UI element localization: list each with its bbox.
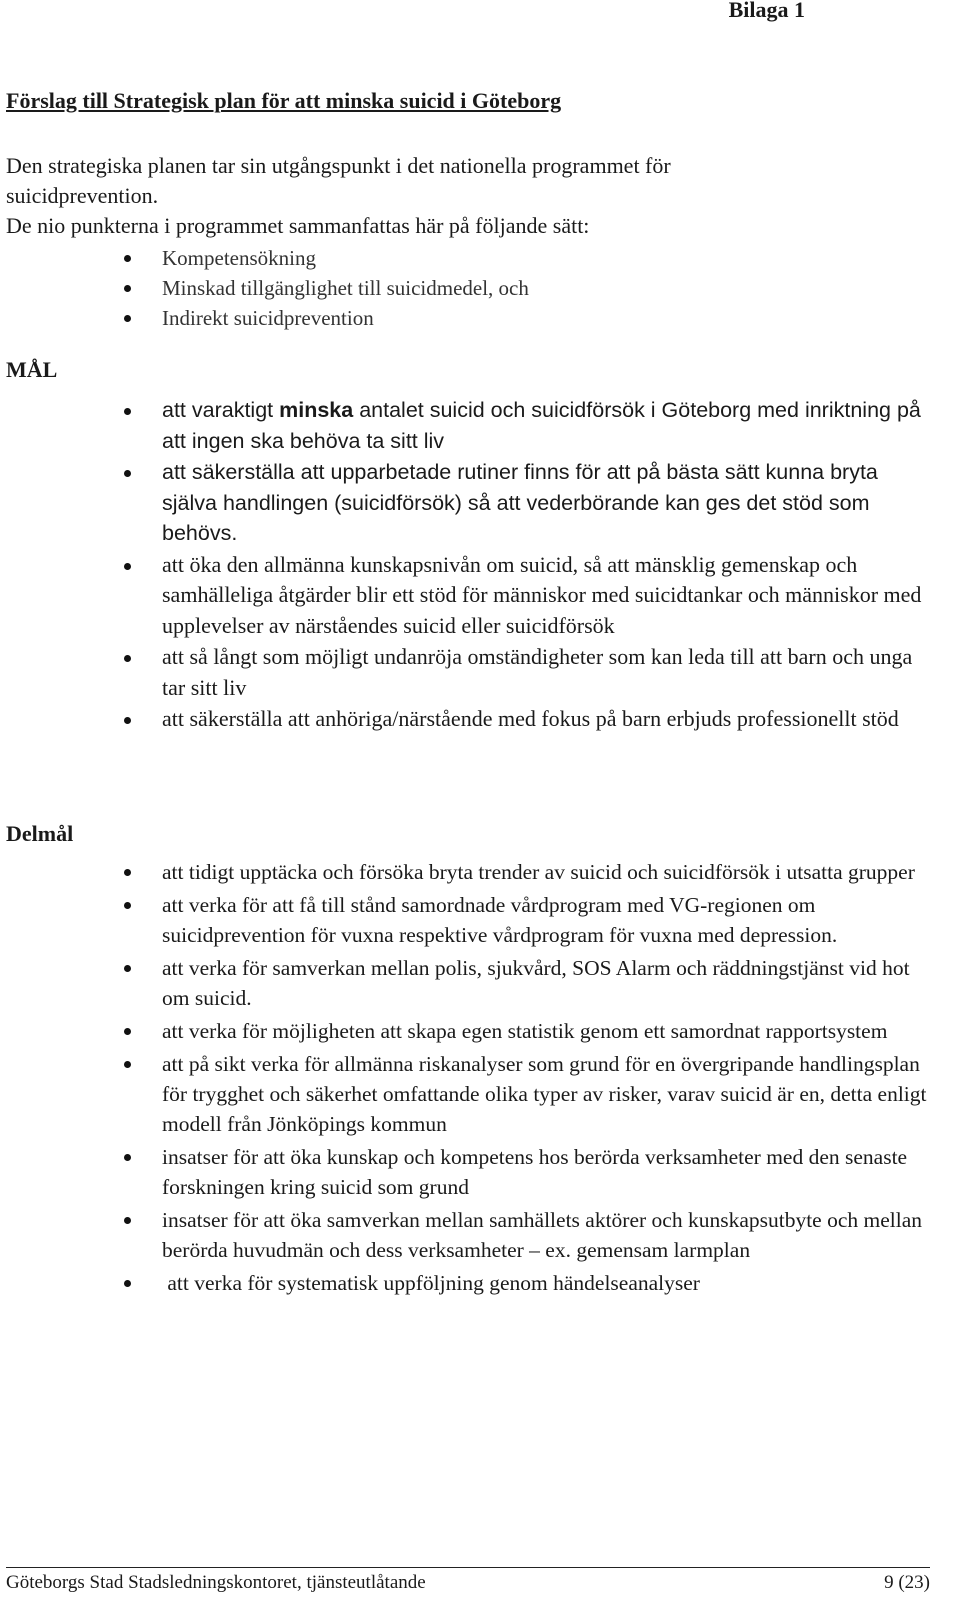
intro-line: suicidprevention. <box>6 183 159 208</box>
list-item <box>124 303 529 333</box>
bullet-icon <box>124 1280 131 1287</box>
bullet-icon <box>124 1154 131 1161</box>
list-item-text: att varaktigt <box>162 398 280 422</box>
list-item-text: insatser för att öka samverkan mellan samhällets aktörer och kunskapsutbyte och mellan berörda huvudmän och dess verksamheter – ex. gemensam larmplan <box>162 1208 923 1262</box>
list-item <box>124 1016 939 1046</box>
summary-list <box>124 243 529 333</box>
list-item <box>124 395 934 456</box>
list-item-text: att verka för samverkan mellan polis, sjukvård, SOS Alarm och räddningstjänst vid hot om suicid. <box>162 956 910 1010</box>
bullet-icon <box>124 315 131 322</box>
page-number: 9 (23) <box>884 1572 930 1593</box>
bullet-icon <box>124 1061 131 1068</box>
list-item-text: Minskad tillgänglighet till suicidmedel, och <box>162 276 529 300</box>
bullet-icon <box>124 408 131 415</box>
list-item <box>124 457 934 549</box>
bullet-icon <box>124 965 131 972</box>
list-item <box>124 890 939 950</box>
bullet-icon <box>124 563 131 570</box>
list-item <box>124 704 934 735</box>
list-item <box>124 642 934 703</box>
list-item <box>124 857 939 887</box>
list-item-text: att verka för systematisk uppföljning genom händelseanalyser <box>162 1271 700 1295</box>
bullet-icon <box>124 655 131 662</box>
list-item-text: att verka för möjligheten att skapa egen statistik genom ett samordnat rapportsystem <box>162 1019 888 1043</box>
bullet-icon <box>124 1217 131 1224</box>
emphasis-text: minska <box>279 398 354 422</box>
footer-source: Göteborgs Stad Stadsledningskontoret, tjänsteutlåtande <box>6 1572 426 1593</box>
list-item <box>124 1205 939 1265</box>
list-item <box>124 550 934 642</box>
annex-label: Bilaga 1 <box>728 0 805 22</box>
bullet-icon <box>124 717 131 724</box>
intro-line: Den strategiska planen tar sin utgångspunkt i det nationella programmet för <box>6 153 671 178</box>
subgoal-list <box>124 857 939 1301</box>
bullet-icon <box>124 255 131 262</box>
intro-line: De nio punkterna i programmet sammanfattas här på följande sätt: <box>6 213 590 238</box>
list-item-text: att säkerställa att upparbetade rutiner finns för att på bästa sätt kunna bryta själva handlingen (suicidförsök) så att vederbörande kan ges det stöd som behövs. <box>162 460 878 545</box>
list-item-text: att verka för att få till stånd samordnade vårdprogram med VG-regionen om suicidprevention för vuxna respektive vårdprogram för vuxna med depression. <box>162 893 838 947</box>
bullet-icon <box>124 902 131 909</box>
bullet-icon <box>124 285 131 292</box>
list-item-text: att så långt som möjligt undanröja omständigheter som kan leda till att barn och unga tar sitt liv <box>162 644 913 700</box>
footer-divider <box>6 1567 930 1568</box>
list-item-text: antalet suicid och suicidförsök i Göteborg med inriktning på att ingen ska behöva ta sitt liv <box>162 398 921 453</box>
list-item <box>124 953 939 1013</box>
list-item-text: att tidigt upptäcka och försöka bryta trender av suicid och suicidförsök i utsatta grupper <box>162 860 915 884</box>
bullet-icon <box>124 869 131 876</box>
list-item <box>124 1049 939 1139</box>
list-item <box>124 273 529 303</box>
list-item <box>124 243 529 273</box>
intro-paragraph <box>6 151 906 241</box>
list-item-text: att öka den allmänna kunskapsnivån om suicid, så att mänsklig gemenskap och samhälleliga åtgärder blir ett stöd för människor med suicidtankar och människor med upplevelser av närståendes suicid eller suicidförsök <box>162 551 922 638</box>
list-item-text: insatser för att öka kunskap och kompetens hos berörda verksamheter med den senaste forskningen kring suicid som grund <box>162 1145 908 1199</box>
document-title: Förslag till Strategisk plan för att minska suicid i Göteborg <box>6 88 562 113</box>
goal-list <box>124 395 934 736</box>
list-item-text: Indirekt suicidprevention <box>162 306 374 330</box>
list-item-text: Kompetensökning <box>162 246 316 270</box>
bullet-icon <box>124 470 131 477</box>
list-item-text: att säkerställa att anhöriga/närstående med fokus på barn erbjuds professionellt stöd <box>162 706 899 731</box>
subgoal-heading: Delmål <box>6 821 74 846</box>
list-item-text: att på sikt verka för allmänna riskanalyser som grund för en övergripande handlingsplan för trygghet och säkerhet omfattande olika typer av risker, varav suicid är en, detta enligt modell från Jönköpings kommun <box>162 1052 927 1136</box>
goal-heading: MÅL <box>6 357 58 382</box>
list-item <box>124 1142 939 1202</box>
list-item <box>124 1268 939 1298</box>
bullet-icon <box>124 1028 131 1035</box>
